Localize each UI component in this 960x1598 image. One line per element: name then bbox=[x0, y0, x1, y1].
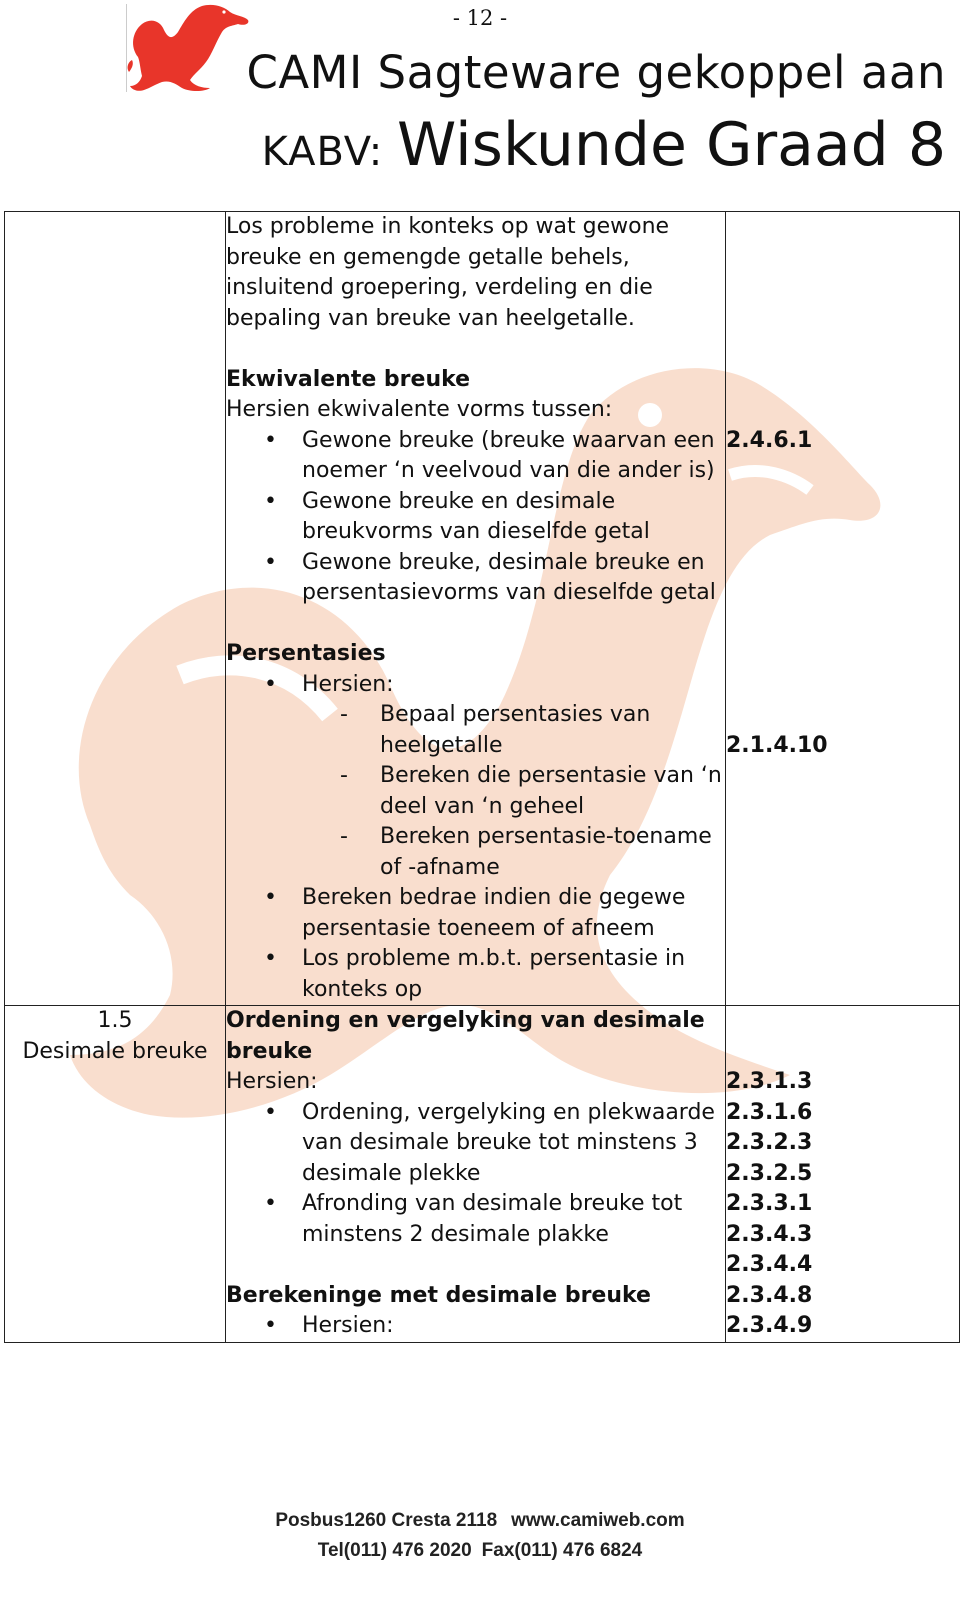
topic-cell bbox=[5, 212, 226, 1006]
header-title-line1: CAMI Sagteware gekoppel aan bbox=[246, 46, 946, 99]
table-row bbox=[5, 212, 960, 1006]
topic-number: 1.5 bbox=[97, 1008, 133, 1033]
code-label: 2.3.4.9 bbox=[726, 1313, 813, 1338]
sub-list-item: - Bepaal persentasies van heelgetalle bbox=[226, 700, 725, 761]
footer-website-link[interactable]: www.camiweb.com bbox=[511, 1510, 685, 1531]
code-label: 2.3.2.3 bbox=[726, 1130, 813, 1155]
section-lead: Hersien: bbox=[226, 1069, 318, 1094]
list-item: • Gewone breuke, desimale breuke en persentasievorms van dieselfde getal bbox=[226, 548, 725, 609]
sub-list-item: - Bereken persentasie-toename of -afname bbox=[226, 822, 725, 883]
bullet-list bbox=[226, 1311, 725, 1342]
code-label: 2.3.4.4 bbox=[726, 1252, 813, 1277]
code-label: 2.3.1.6 bbox=[726, 1099, 813, 1125]
footer-postal-address: Posbus1260 Cresta 2118 bbox=[275, 1510, 498, 1531]
code-label: 2.3.3.1 bbox=[726, 1191, 813, 1216]
header-title-prefix: KABV: bbox=[261, 129, 397, 175]
dash-list bbox=[226, 700, 725, 883]
code-label: 2.3.1.3 bbox=[726, 1069, 813, 1094]
topic-name: Desimale breuke bbox=[22, 1038, 208, 1064]
code-label: 2.3.4.8 bbox=[726, 1282, 813, 1308]
code-label: 2.3.4.3 bbox=[726, 1221, 813, 1247]
bullet-list bbox=[226, 426, 725, 609]
camel-logo-icon bbox=[120, 2, 255, 97]
content-cell bbox=[226, 1006, 726, 1343]
curriculum-table bbox=[4, 211, 960, 1343]
footer-phone: Tel(011) 476 2020 bbox=[317, 1540, 472, 1561]
footer-contact-line bbox=[0, 1540, 960, 1562]
section-heading: Ekwivalente breuke bbox=[226, 366, 471, 392]
list-item: • Afronding van desimale breuke tot minstens 2 desimale plakke bbox=[226, 1189, 725, 1250]
section-heading: Berekeninge met desimale breuke bbox=[226, 1282, 651, 1308]
code-label: 2.3.2.5 bbox=[726, 1160, 813, 1186]
list-item: • Gewone breuke (breuke waarvan een noemer ‘n veelvoud van die ander is) bbox=[226, 426, 725, 487]
footer-fax: Fax(011) 476 6824 bbox=[481, 1540, 643, 1561]
header-title-line2 bbox=[262, 110, 946, 180]
codes-cell bbox=[726, 212, 960, 1006]
header-title-main: Wiskunde Graad 8 bbox=[397, 110, 946, 180]
list-item: • Bereken bedrae indien die gegewe persentasie toeneem of afneem bbox=[226, 883, 725, 944]
page-number: - 12 - bbox=[452, 6, 508, 30]
list-item: • Los probleme m.b.t. persentasie in konteks op bbox=[226, 944, 725, 1005]
sub-list-item: - Bereken die persentasie van ‘n deel van ‘n geheel bbox=[226, 761, 725, 822]
list-item: • Ordening, vergelyking en plekwaarde van desimale breuke tot minstens 3 desimale plekke bbox=[226, 1098, 725, 1190]
section-heading: Persentasies bbox=[226, 641, 386, 666]
list-item bbox=[226, 670, 725, 884]
list-item: • Hersien: bbox=[226, 1311, 725, 1342]
section-lead: Hersien ekwivalente vorms tussen: bbox=[226, 397, 613, 422]
intro-text: Los probleme in konteks op wat gewone breuke en gemengde getalle behels, insluitend groepering, verdeling en die bepaling van breuke van heelgetalle. bbox=[226, 214, 670, 331]
content-cell bbox=[226, 212, 726, 1006]
list-item-label: Hersien: bbox=[302, 671, 394, 697]
bullet-list bbox=[226, 670, 725, 1006]
codes-cell bbox=[726, 1006, 960, 1343]
list-item: • Gewone breuke en desimale breukvorms van dieselfde getal bbox=[226, 487, 725, 548]
topic-cell bbox=[5, 1006, 226, 1343]
bullet-list bbox=[226, 1098, 725, 1251]
code-label: 2.1.4.10 bbox=[726, 732, 828, 758]
section-heading: Ordening en vergelyking van desimale breuke bbox=[226, 1008, 705, 1064]
table-row bbox=[5, 1006, 960, 1343]
footer-address-line bbox=[0, 1510, 960, 1532]
code-label: 2.4.6.1 bbox=[726, 427, 813, 453]
